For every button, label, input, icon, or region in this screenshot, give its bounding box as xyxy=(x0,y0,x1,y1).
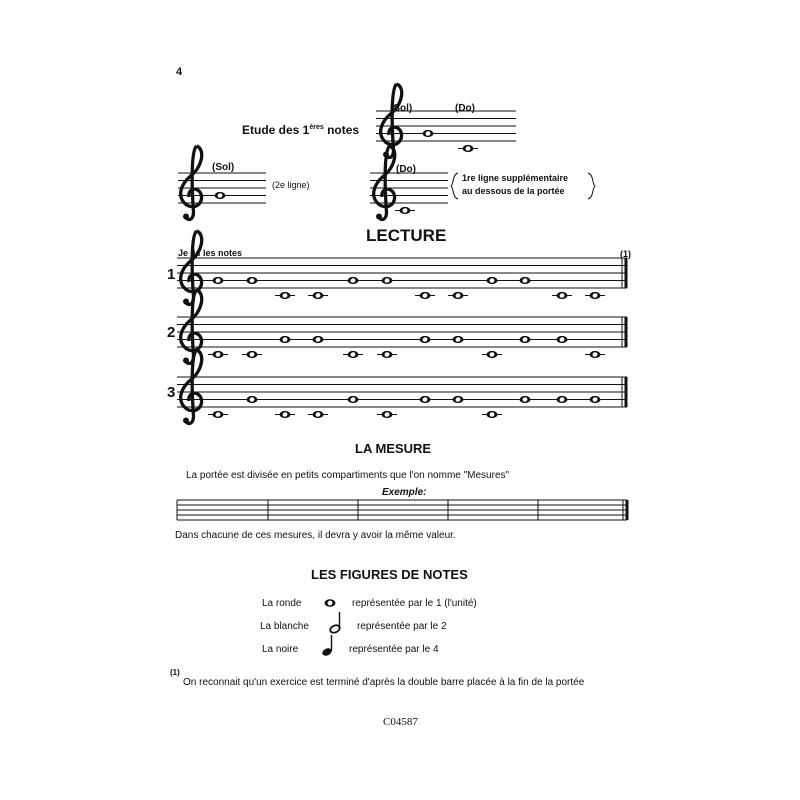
footnote-marker: (1) xyxy=(170,668,180,677)
page-number: 4 xyxy=(176,66,183,78)
staff-number: 1 xyxy=(167,266,176,283)
footnote-text: On reconnait qu'un exercice est terminé d'après la double barre placée à la fin de la portée xyxy=(183,677,585,688)
lecture-subtitle: Je lis les notes xyxy=(178,248,243,258)
brace-left xyxy=(451,173,458,199)
figure-name: La noire xyxy=(262,644,299,655)
etude-do-label: (Do) xyxy=(455,103,475,114)
etude-label: Etude des 1ères notes xyxy=(242,123,360,137)
do-example-note-2: au dessous de la portée xyxy=(462,186,565,196)
treble-clef-icon xyxy=(181,231,202,305)
figure-name: La blanche xyxy=(260,621,309,632)
staff-number: 2 xyxy=(167,324,176,341)
figure-desc: représentée par le 2 xyxy=(357,621,447,632)
mesure-example-label: Exemple: xyxy=(382,487,427,498)
lecture-title: LECTURE xyxy=(366,226,447,245)
figure-desc: représentée par le 1 (l'unité) xyxy=(352,598,477,609)
figure-desc: représentée par le 4 xyxy=(349,644,439,655)
mesure-after-text: Dans chacune de ces mesures, il devra y avoir la même valeur. xyxy=(175,530,456,541)
etude-sol-label: (Sol) xyxy=(390,103,413,114)
do-example-note-1: 1re ligne supplémentaire xyxy=(462,173,569,183)
do-example-label: (Do) xyxy=(396,164,416,175)
treble-clef-icon xyxy=(181,146,202,220)
mesure-text: La portée est divisée en petits compartiments que l'on nomme "Mesures" xyxy=(186,470,510,481)
sol-example-label: (Sol) xyxy=(212,162,235,173)
mesure-title: LA MESURE xyxy=(355,441,432,456)
figures-title: LES FIGURES DE NOTES xyxy=(311,567,468,582)
figure-name: La ronde xyxy=(262,598,302,609)
staff-number: 3 xyxy=(167,384,176,401)
brace-right xyxy=(588,173,595,199)
sol-example-note: (2e ligne) xyxy=(272,180,310,190)
lecture-footnote-marker: (1) xyxy=(620,249,631,259)
catalog-code: C04587 xyxy=(383,716,418,728)
